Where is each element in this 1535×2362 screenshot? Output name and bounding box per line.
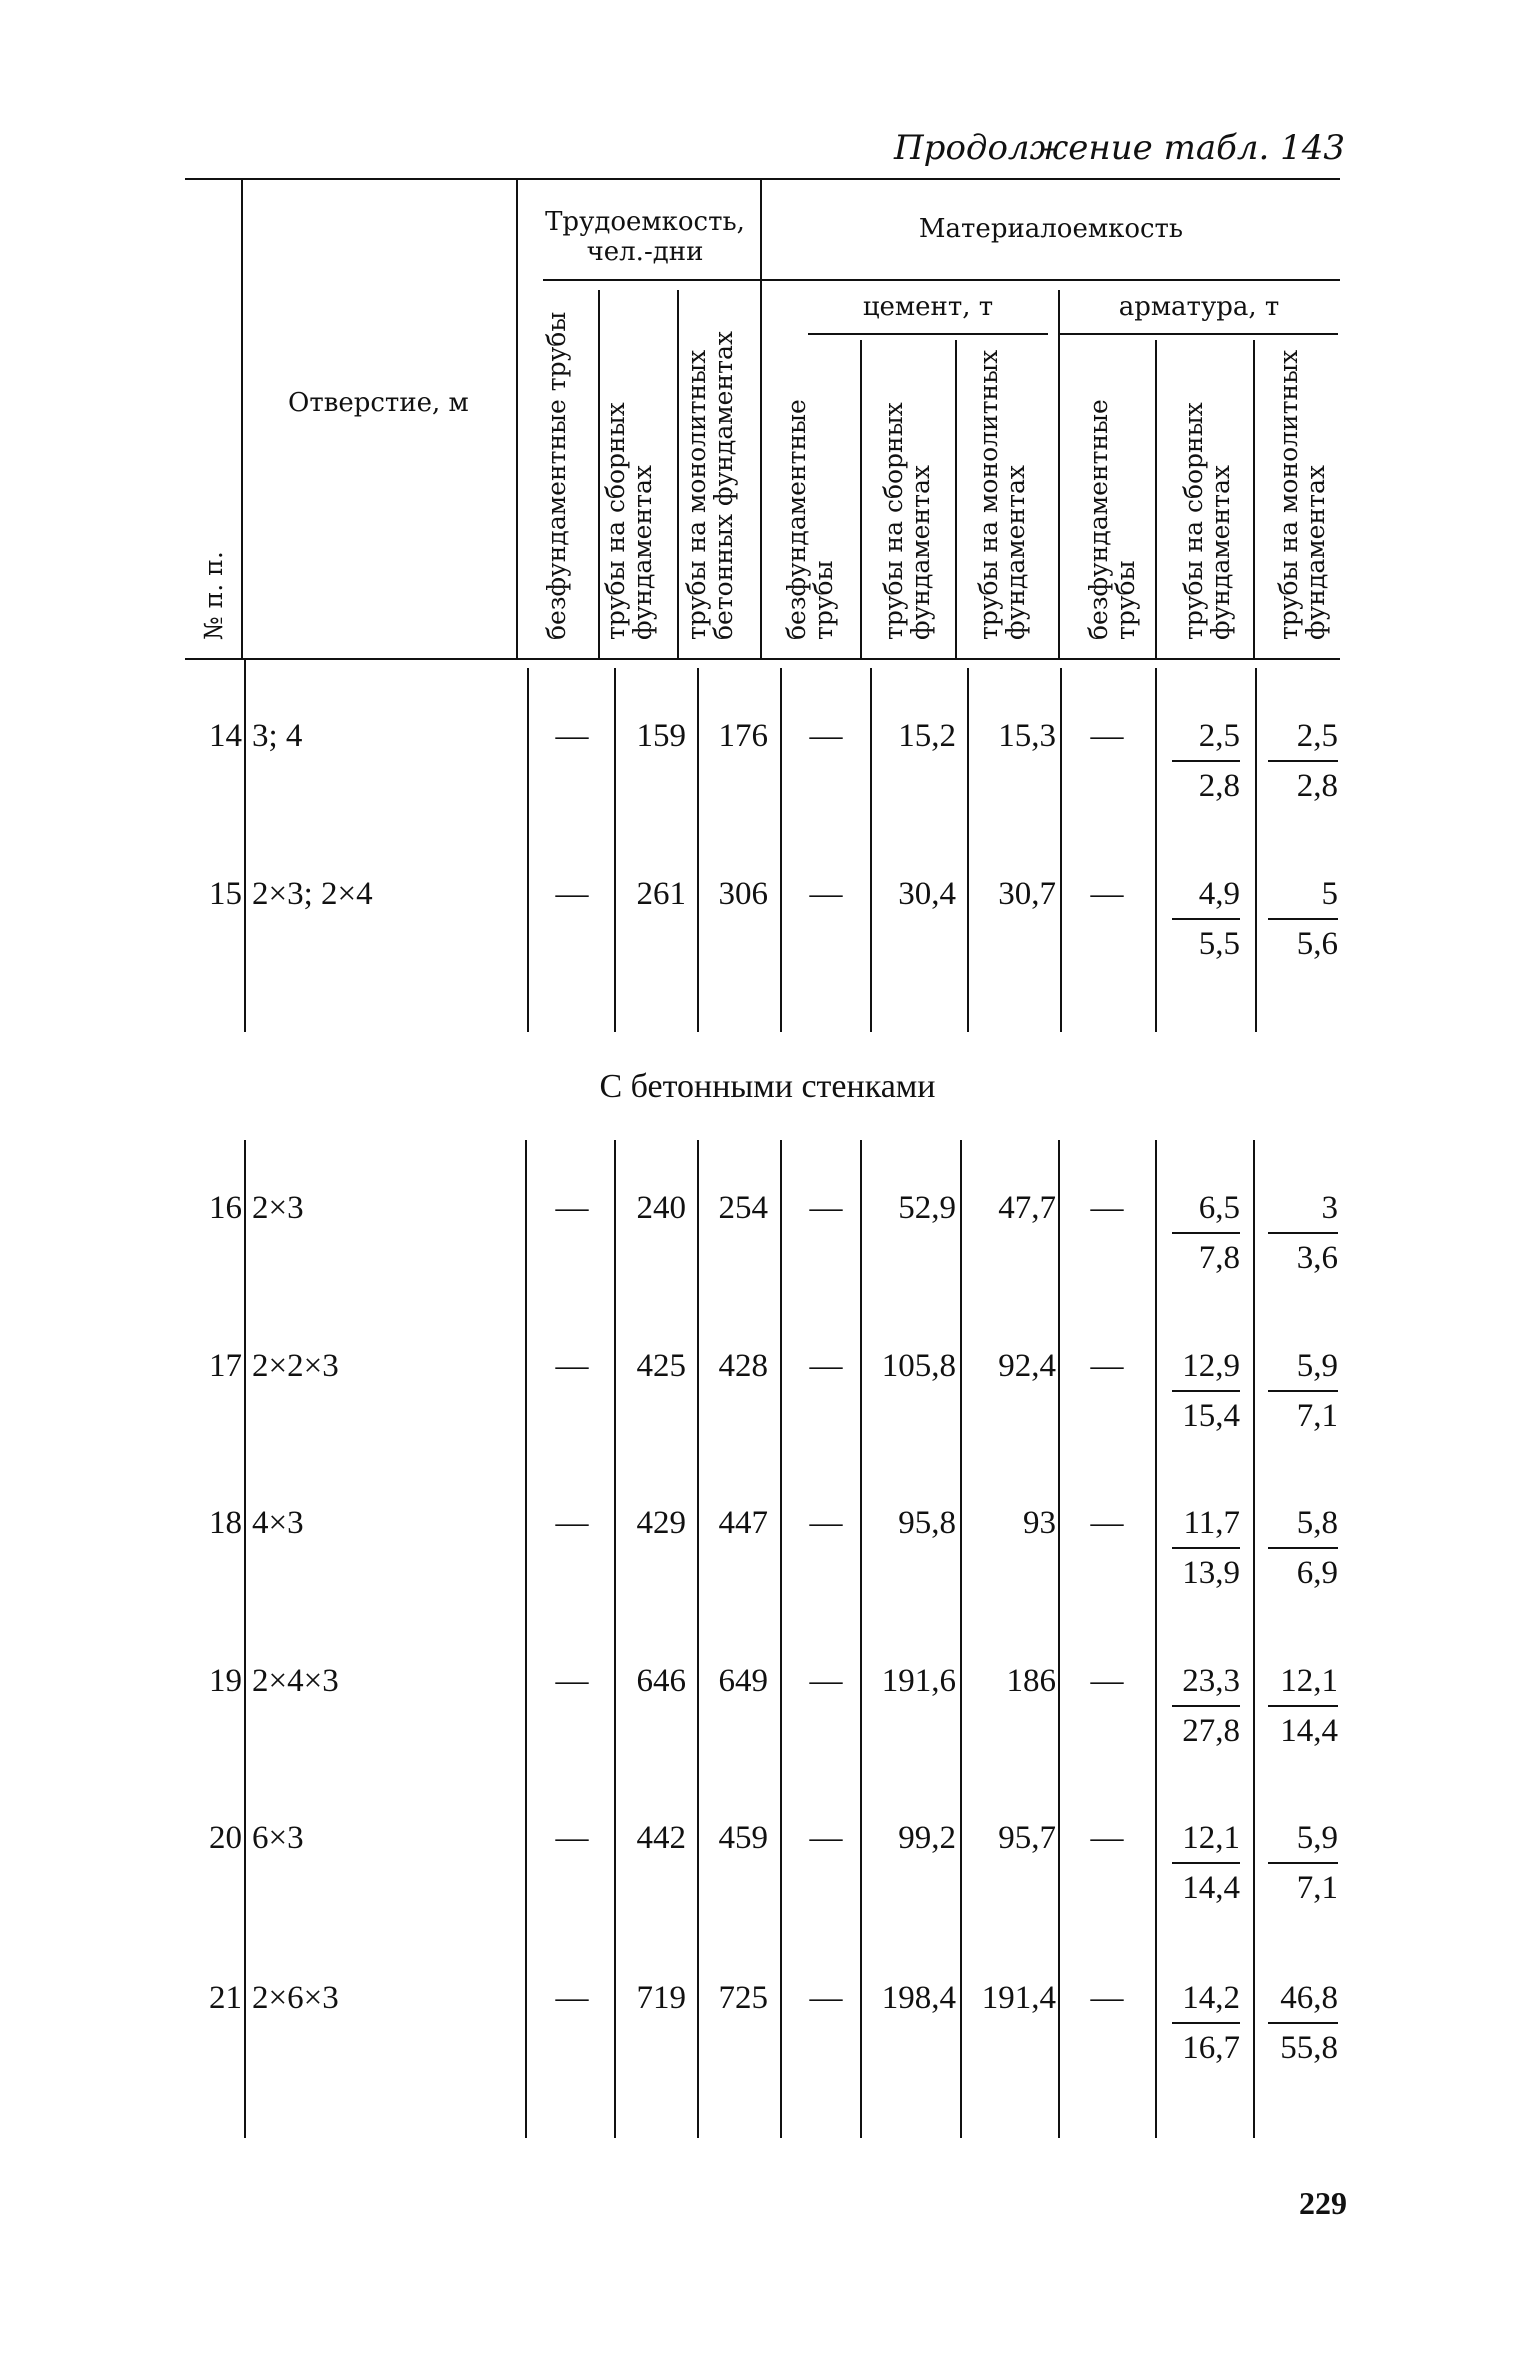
table-cell-r3-denominator: 2,8 [1296, 768, 1338, 804]
table-cell-r1: — [1090, 1348, 1124, 1384]
header-rebar: арматура, т [1118, 292, 1280, 322]
table-cell-r1: — [1090, 718, 1124, 754]
table-cell-no: 17 [209, 1348, 242, 1384]
rebar-sub-rule [1060, 333, 1338, 335]
table-cell-c3: 47,7 [998, 1190, 1056, 1226]
table-cell-r2-denominator: 16,7 [1182, 2030, 1240, 2066]
table-cell-l1: — [555, 1663, 589, 1699]
table-cell-l3: 254 [718, 1190, 768, 1226]
table-cell-l1: — [555, 1505, 589, 1541]
table-cell-r2-denominator: 27,8 [1182, 1713, 1240, 1749]
table-cell-c1: — [809, 1505, 843, 1541]
header-labor-group: Трудоемкость, чел.-дни [545, 207, 745, 267]
body-vline [1060, 668, 1062, 1032]
fraction-bar [1172, 1862, 1240, 1864]
body-vline [527, 668, 529, 1032]
table-cell-r3-denominator: 55,8 [1280, 2030, 1338, 2066]
header-vline [860, 340, 862, 660]
table-cell-l2: 719 [636, 1980, 686, 2016]
table-cell-no: 21 [209, 1980, 242, 2016]
header-vline [241, 178, 243, 660]
header-row-number: № п. п. [199, 551, 228, 640]
table-cell-no: 15 [209, 876, 242, 912]
table-cell-r3-numerator: 5,9 [1296, 1348, 1338, 1384]
header-opening: Отверстие, м [288, 388, 469, 418]
fraction-bar [1268, 1232, 1338, 1234]
body-vline [780, 668, 782, 1032]
table-cell-r2-numerator: 11,7 [1183, 1505, 1240, 1541]
table-cell-l1: — [555, 876, 589, 912]
table-cell-l1: — [555, 1190, 589, 1226]
page-number: 229 [1299, 2185, 1347, 2221]
header-labor-monolith: трубы на монолитных бетонных фундаментах [682, 331, 738, 640]
table-cell-r3-denominator: 7,1 [1296, 1870, 1338, 1906]
table-cell-opening: 2×4×3 [252, 1663, 339, 1699]
table-cell-l1: — [555, 1980, 589, 2016]
table-cell-r3-denominator: 14,4 [1280, 1713, 1338, 1749]
table-cell-l2: 646 [636, 1663, 686, 1699]
table-cell-c3: 92,4 [998, 1348, 1056, 1384]
table-cell-r2-denominator: 2,8 [1198, 768, 1240, 804]
header-vline [1155, 340, 1157, 660]
body-vline [1155, 668, 1157, 1032]
table-cell-r2-numerator: 12,1 [1182, 1820, 1240, 1856]
table-cell-c2: 99,2 [898, 1820, 956, 1856]
fraction-bar [1172, 1547, 1240, 1549]
table-cell-c2: 30,4 [898, 876, 956, 912]
table-cell-r2-denominator: 13,9 [1182, 1555, 1240, 1591]
table-cell-no: 16 [209, 1190, 242, 1226]
table-cell-l2: 261 [636, 876, 686, 912]
table-cell-r1: — [1090, 1980, 1124, 2016]
table-continuation-title: Продолжение табл. 143 [894, 128, 1345, 168]
table-cell-opening: 2×3; 2×4 [252, 876, 373, 912]
table-cell-c2: 95,8 [898, 1505, 956, 1541]
fraction-bar [1268, 2022, 1338, 2024]
table-cell-c1: — [809, 876, 843, 912]
table-cell-c1: — [809, 718, 843, 754]
cement-sub-rule [808, 333, 1048, 335]
header-labor-prefab: трубы на сборных фундаментах [601, 402, 657, 640]
labor-group-rule [543, 279, 760, 281]
table-cell-r1: — [1090, 1663, 1124, 1699]
header-rebar-no-foundation: безфундаментные трубы [1084, 399, 1140, 640]
body-vline [697, 668, 699, 1032]
table-cell-r2-numerator: 14,2 [1182, 1980, 1240, 2016]
table-cell-c3: 186 [1006, 1663, 1056, 1699]
fraction-bar [1268, 1390, 1338, 1392]
table-cell-l3: 176 [718, 718, 768, 754]
header-vline [677, 290, 679, 660]
table-cell-r2-denominator: 15,4 [1182, 1398, 1240, 1434]
table-cell-c3: 93 [1023, 1505, 1056, 1541]
table-cell-c3: 95,7 [998, 1820, 1056, 1856]
body-vline [525, 1140, 527, 2138]
body-vline [614, 668, 616, 1032]
table-cell-opening: 6×3 [252, 1820, 304, 1856]
body-vline [780, 1140, 782, 2138]
table-cell-r3-numerator: 5 [1321, 876, 1338, 912]
table-cell-r2-numerator: 6,5 [1198, 1190, 1240, 1226]
table-cell-r2-denominator: 5,5 [1198, 926, 1240, 962]
table-cell-r2-numerator: 2,5 [1198, 718, 1240, 754]
table-cell-r3-numerator: 3 [1321, 1190, 1338, 1226]
table-cell-c2: 198,4 [881, 1980, 956, 2016]
fraction-bar [1268, 918, 1338, 920]
fraction-bar [1268, 1862, 1338, 1864]
header-vline [760, 178, 762, 660]
table-cell-l3: 649 [718, 1663, 768, 1699]
header-material-group: Материалоемкость [918, 214, 1184, 244]
fraction-bar [1172, 1705, 1240, 1707]
header-bottom-rule [185, 658, 1340, 660]
fraction-bar [1172, 2022, 1240, 2024]
header-cement-monolith: трубы на монолитных фундаментах [974, 349, 1030, 640]
table-cell-c1: — [809, 1348, 843, 1384]
fraction-bar [1172, 1232, 1240, 1234]
body-vline [870, 668, 872, 1032]
table-cell-opening: 4×3 [252, 1505, 304, 1541]
body-vline [697, 1140, 699, 2138]
header-rebar-monolith: трубы на монолитных фундаментах [1274, 349, 1330, 640]
table-cell-c1: — [809, 1980, 843, 2016]
body-vline [967, 668, 969, 1032]
table-cell-no: 20 [209, 1820, 242, 1856]
table-cell-r1: — [1090, 876, 1124, 912]
table-cell-no: 14 [209, 718, 242, 754]
table-cell-c1: — [809, 1663, 843, 1699]
table-cell-r1: — [1090, 1190, 1124, 1226]
table-cell-r3-denominator: 7,1 [1296, 1398, 1338, 1434]
header-labor-no-foundation: безфундаментные трубы [542, 311, 571, 640]
table-cell-opening: 2×6×3 [252, 1980, 339, 2016]
table-cell-r3-denominator: 6,9 [1296, 1555, 1338, 1591]
body-vline [1255, 668, 1257, 1032]
table-cell-opening: 2×2×3 [252, 1348, 339, 1384]
header-cement-no-foundation: безфундаментные трубы [782, 399, 838, 640]
fraction-bar [1172, 760, 1240, 762]
table-cell-opening: 2×3 [252, 1190, 304, 1226]
fraction-bar [1268, 1705, 1338, 1707]
table-cell-l2: 425 [636, 1348, 686, 1384]
header-top-rule [185, 178, 1340, 180]
body-vline [244, 660, 246, 1032]
body-vline [1155, 1140, 1157, 2138]
table-cell-l3: 725 [718, 1980, 768, 2016]
header-vline [516, 178, 518, 660]
table-cell-r2-numerator: 4,9 [1198, 876, 1240, 912]
body-vline [1253, 1140, 1255, 2138]
header-rebar-prefab: трубы на сборных фундаментах [1179, 402, 1235, 640]
header-vline [1253, 340, 1255, 660]
body-vline [960, 1140, 962, 2138]
table-cell-r3-denominator: 5,6 [1296, 926, 1338, 962]
header-vline [1058, 290, 1060, 660]
body-vline [614, 1140, 616, 2138]
table-cell-c2: 105,8 [881, 1348, 956, 1384]
table-cell-l3: 447 [718, 1505, 768, 1541]
body-vline [244, 1140, 246, 2138]
table-cell-c3: 191,4 [981, 1980, 1056, 2016]
table-cell-c1: — [809, 1820, 843, 1856]
table-cell-c2: 191,6 [881, 1663, 956, 1699]
table-cell-r1: — [1090, 1820, 1124, 1856]
header-cement: цемент, т [862, 292, 994, 322]
table-cell-l1: — [555, 718, 589, 754]
header-vline [598, 290, 600, 660]
table-cell-r2-numerator: 23,3 [1182, 1663, 1240, 1699]
header-vline [955, 340, 957, 660]
table-cell-l2: 240 [636, 1190, 686, 1226]
table-cell-c3: 30,7 [998, 876, 1056, 912]
table-cell-r1: — [1090, 1505, 1124, 1541]
table-cell-l2: 429 [636, 1505, 686, 1541]
table-cell-r3-numerator: 46,8 [1280, 1980, 1338, 2016]
table-cell-r2-denominator: 7,8 [1198, 1240, 1240, 1276]
table-cell-r2-denominator: 14,4 [1182, 1870, 1240, 1906]
table-cell-opening: 3; 4 [252, 718, 303, 754]
table-cell-l3: 306 [718, 876, 768, 912]
table-cell-r3-numerator: 5,9 [1296, 1820, 1338, 1856]
table-cell-l3: 459 [718, 1820, 768, 1856]
table-cell-l1: — [555, 1348, 589, 1384]
table-cell-no: 18 [209, 1505, 242, 1541]
table-cell-r3-numerator: 2,5 [1296, 718, 1338, 754]
table-cell-l2: 159 [636, 718, 686, 754]
table-cell-l2: 442 [636, 1820, 686, 1856]
table-cell-l1: — [555, 1820, 589, 1856]
header-cement-prefab: трубы на сборных фундаментах [879, 402, 935, 640]
fraction-bar [1172, 918, 1240, 920]
table-cell-c1: — [809, 1190, 843, 1226]
fraction-bar [1172, 1390, 1240, 1392]
table-cell-c2: 15,2 [898, 718, 956, 754]
material-group-rule [762, 279, 1340, 281]
table-cell-c2: 52,9 [898, 1190, 956, 1226]
table-cell-r3-denominator: 3,6 [1296, 1240, 1338, 1276]
table-cell-r2-numerator: 12,9 [1182, 1348, 1240, 1384]
fraction-bar [1268, 760, 1338, 762]
section-title: С бетонными стенками [599, 1068, 936, 1105]
table-cell-no: 19 [209, 1663, 242, 1699]
table-cell-l3: 428 [718, 1348, 768, 1384]
fraction-bar [1268, 1547, 1338, 1549]
table-cell-c3: 15,3 [998, 718, 1056, 754]
table-cell-r3-numerator: 12,1 [1280, 1663, 1338, 1699]
table-cell-r3-numerator: 5,8 [1296, 1505, 1338, 1541]
body-vline [1058, 1140, 1060, 2138]
